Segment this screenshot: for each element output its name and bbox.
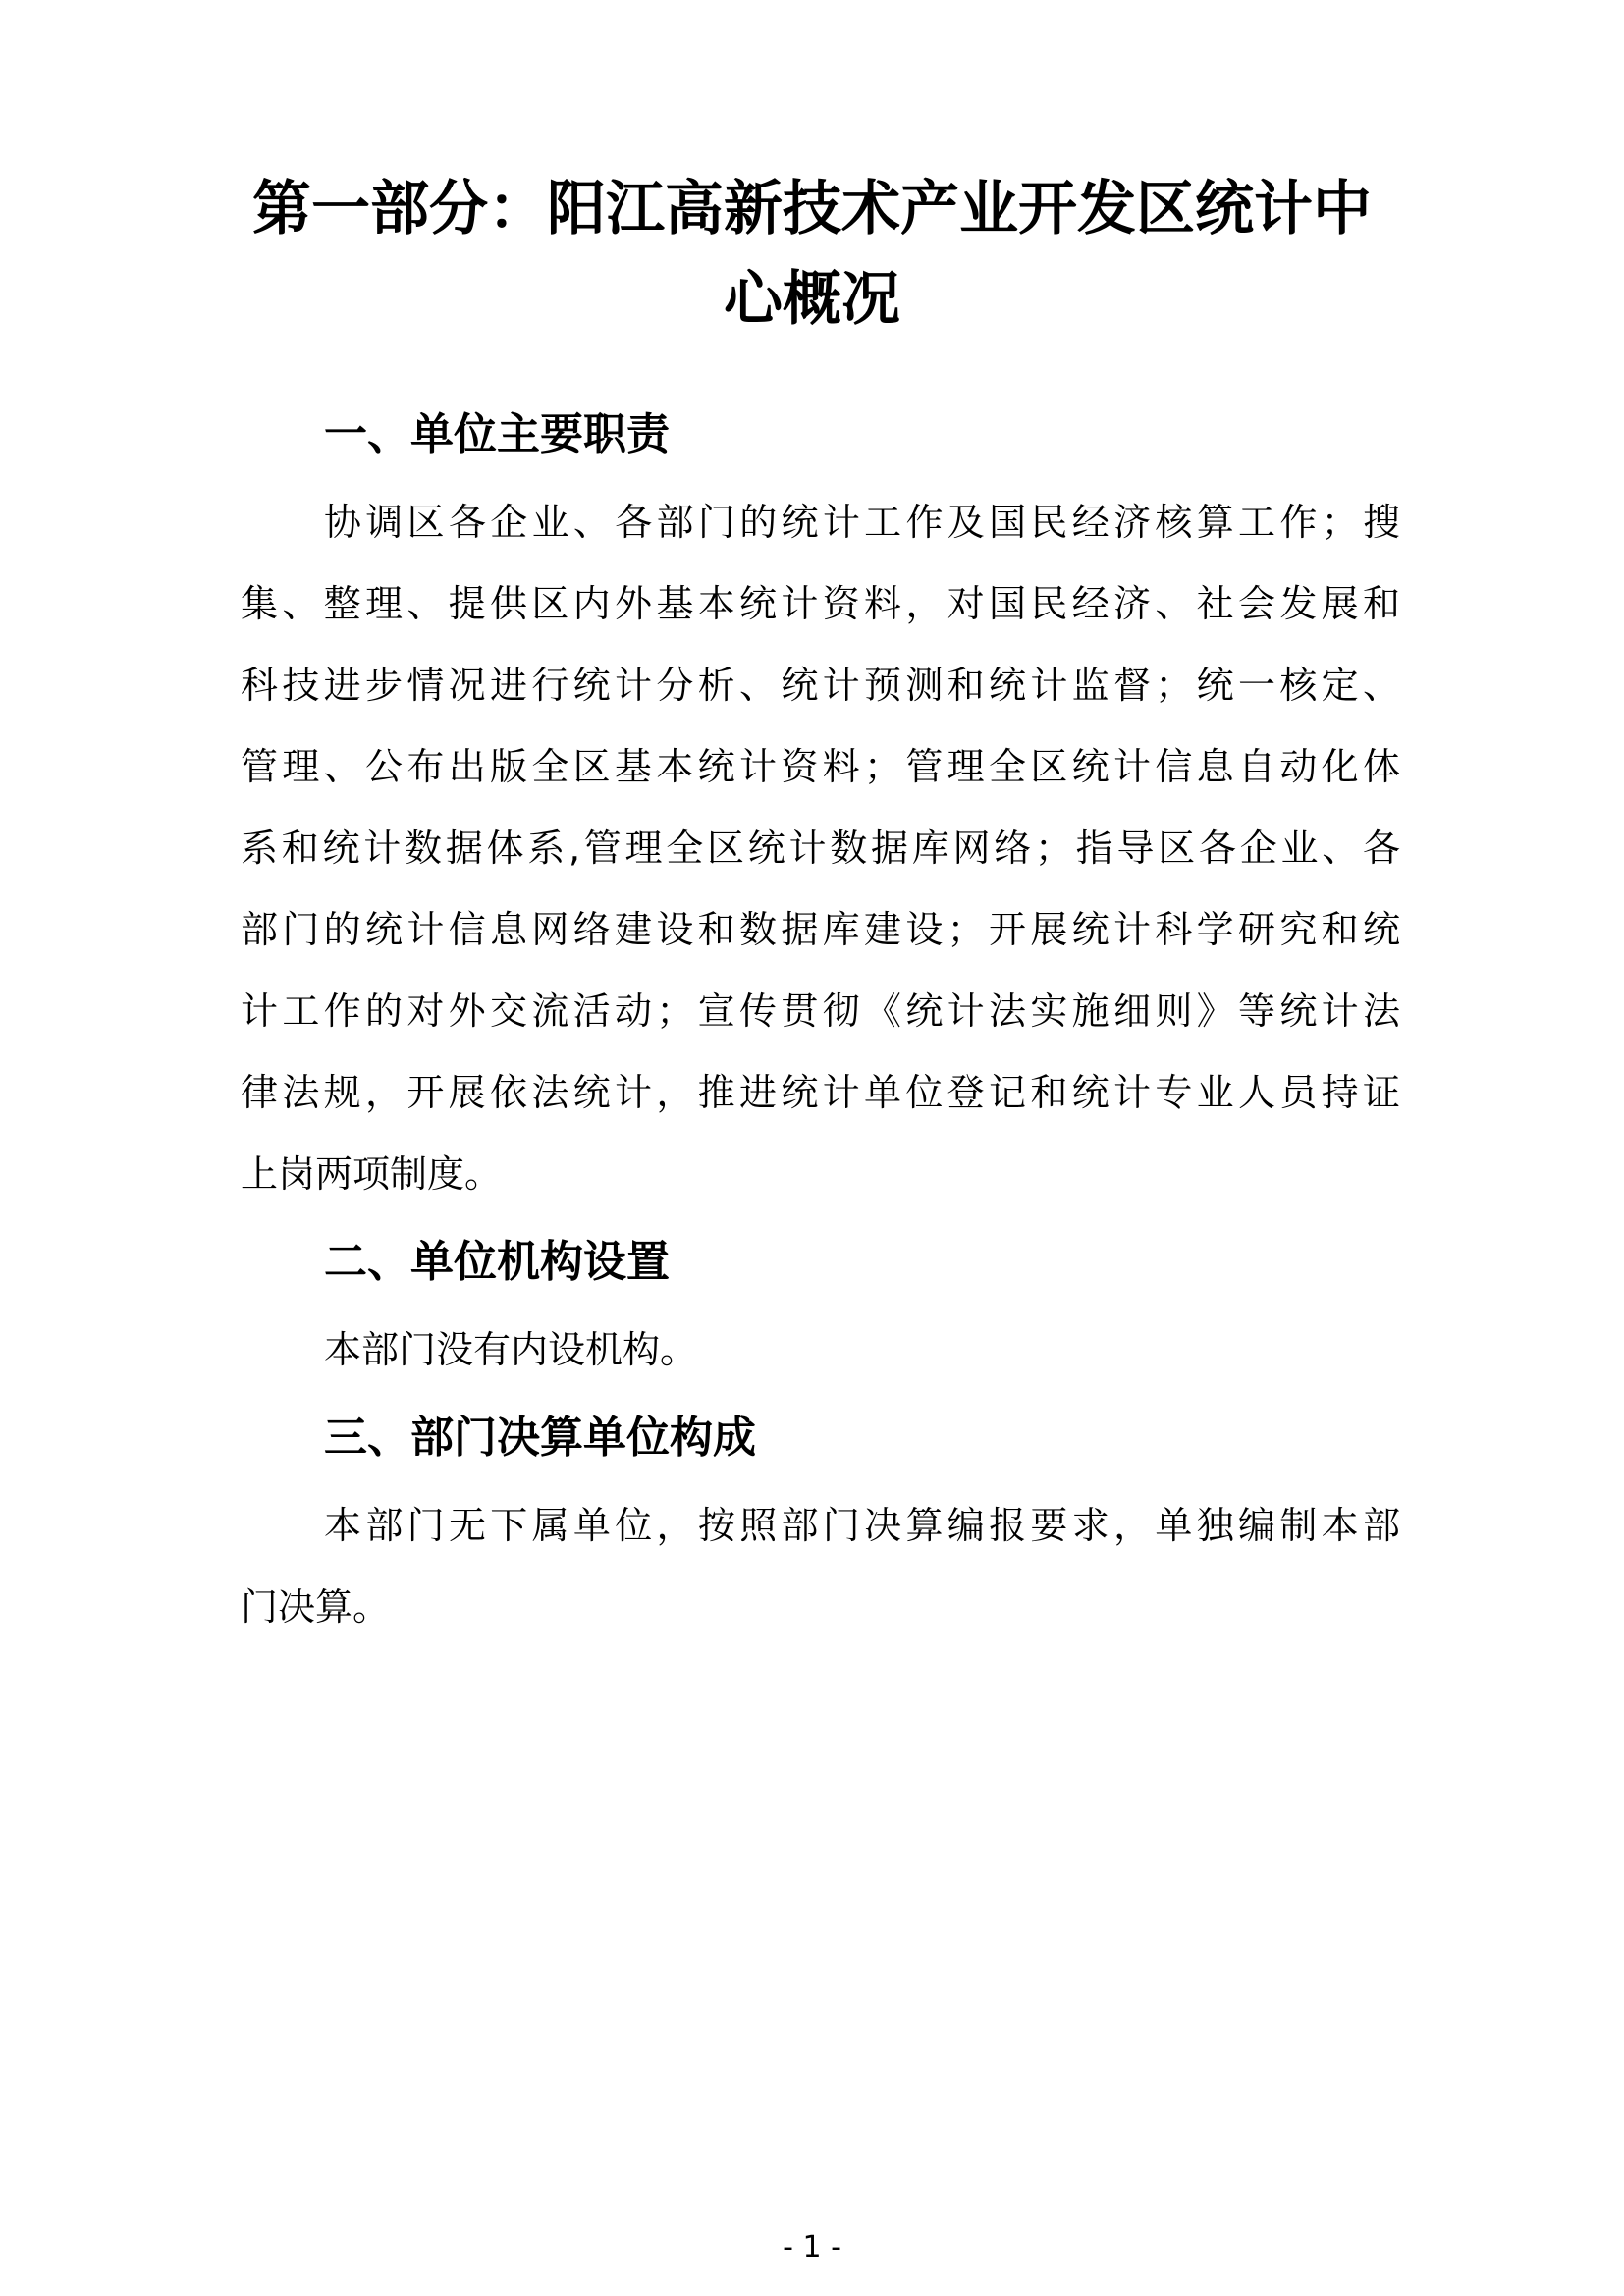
document-title-line-1: 第一部分：阳江高新技术产业开发区统计中 bbox=[252, 175, 1372, 243]
body-line: 系和统计数据体系,管理全区统计数据库网络；指导区各企业、各 bbox=[241, 827, 1400, 870]
document-title-line-2: 心概况 bbox=[724, 265, 900, 334]
body-line: 上岗两项制度。 bbox=[241, 1152, 503, 1196]
body-line: 协调区各企业、各部门的统计工作及国民经济核算工作；搜 bbox=[324, 501, 1400, 544]
section-heading-structure: 二、单位机构设置 bbox=[324, 1237, 670, 1287]
section-heading-duties: 一、单位主要职责 bbox=[324, 409, 670, 459]
body-line: 计工作的对外交流活动；宣传贯彻《统计法实施细则》等统计法 bbox=[241, 989, 1400, 1033]
section-heading-composition: 三、部门决算单位构成 bbox=[324, 1413, 756, 1463]
body-line: 科技进步情况进行统计分析、统计预测和统计监督；统一核定、 bbox=[241, 664, 1400, 707]
body-line: 门决算。 bbox=[241, 1585, 391, 1629]
body-line: 本部门没有内设机构。 bbox=[324, 1328, 698, 1371]
page-number: - 1 - bbox=[783, 2230, 841, 2265]
body-line: 管理、公布出版全区基本统计资料；管理全区统计信息自动化体 bbox=[241, 745, 1400, 788]
body-line: 律法规，开展依法统计，推进统计单位登记和统计专业人员持证 bbox=[241, 1071, 1400, 1114]
body-line: 部门的统计信息网络建设和数据库建设；开展统计科学研究和统 bbox=[241, 908, 1400, 951]
body-line: 集、整理、提供区内外基本统计资料，对国民经济、社会发展和 bbox=[241, 582, 1400, 625]
body-line: 本部门无下属单位，按照部门决算编报要求，单独编制本部 bbox=[324, 1504, 1400, 1547]
